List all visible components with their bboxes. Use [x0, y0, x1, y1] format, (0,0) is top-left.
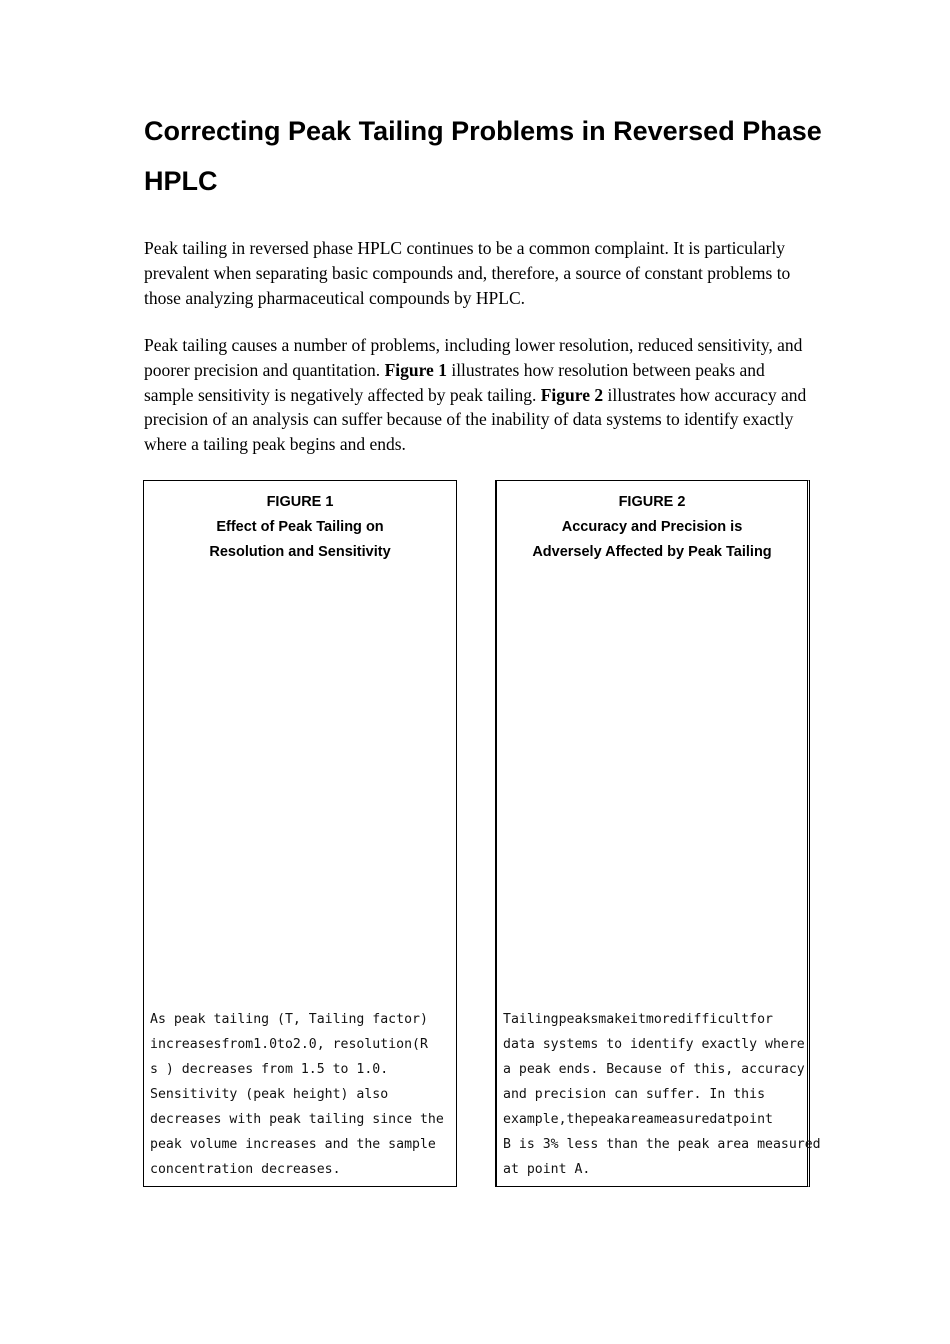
figure-1-box: [143, 480, 457, 1187]
paragraph-text: illustrates how accuracy and precision of an analysis can suffer because of the inability of data systems to identify exactly where a tailing peak begins and ends.: [144, 384, 807, 455]
figure-1-image-area: [150, 571, 450, 991]
figure-2-box: [495, 480, 821, 1187]
figure-1-caption: As peak tailing (T, Tailing factor) increasesfrom1.0to2.0, resolution(R s ) decreases from 1.5 to 1.0. Sensitivity (peak height) also decreases with peak tailing since the peak volume increases and the sample concentration decreases.: [150, 1012, 444, 1177]
figure-1-label: FIGURE 1: [266, 494, 334, 510]
paragraph-text: Peak tailing causes a number of problems, including lower resolution, reduced sensitivity, and poorer precision and quantitation.: [144, 335, 803, 380]
figure-2-label: FIGURE 2: [618, 494, 686, 510]
figure-2-title-line-2: Adversely Affected by Peak Tailing: [532, 544, 772, 560]
page-title: Correcting Peak Tailing Problems in Reversed Phase HPLC: [144, 116, 822, 196]
figure-2-title-line-1: Accuracy and Precision is: [561, 519, 743, 535]
figure-1-title-line-1: Effect of Peak Tailing on: [216, 519, 384, 535]
figure-2-image-area: [503, 571, 801, 991]
figure-2-heading: [497, 490, 807, 565]
problems-paragraph: [144, 333, 814, 457]
intro-paragraph: Peak tailing in reversed phase HPLC continues to be a common complaint. It is particularly prevalent when separating basic compounds and, therefore, a source of constant problems to those analyzing pharmaceutical compounds by HPLC.: [144, 238, 791, 308]
paragraph-text: illustrates how resolution between peaks and sample sensitivity is negatively affected by peak tailing.: [144, 359, 765, 405]
figure-1-title-line-2: Resolution and Sensitivity: [209, 544, 391, 560]
figure-1-heading: [144, 490, 456, 565]
figure-2-caption: Tailingpeaksmakeitmoredifficultfor data systems to identify exactly where a peak ends. Because of this, accuracy and precision can suffer. In this example,thepeakareameasuredatpoint B is 3% less than the peak area measured at point A.: [503, 1012, 821, 1177]
figure-1-reference: Figure 1: [384, 359, 447, 380]
figure-2-reference: Figure 2: [540, 384, 604, 405]
